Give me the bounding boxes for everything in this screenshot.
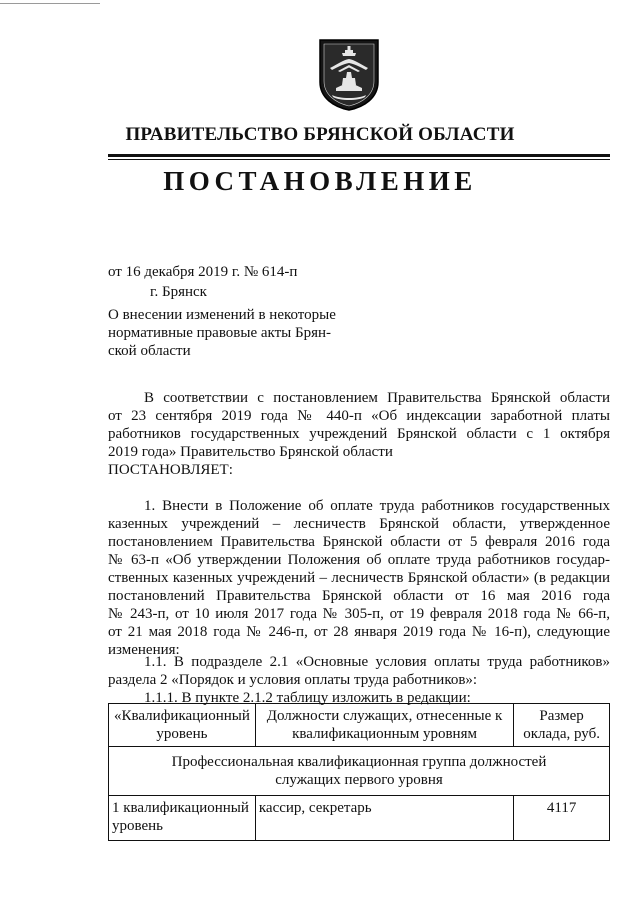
text-line: 2019 года» Правительство Брянской области [108, 444, 393, 460]
bryansk-coat-of-arms-icon [318, 38, 380, 112]
text-line: постановлением Правительства Брянской области от 5 февраля 2016 года [108, 534, 610, 550]
header-cell-positions: Должности служащих, отнесенные к квалификационным уровням [255, 704, 513, 747]
text-line: № 243-п, от 10 июля 2017 года № 305-п, от 19 февраля 2018 года № 66-п, [108, 606, 610, 622]
text-line: работников государственных учреждений Брянской области с 1 октября [108, 426, 610, 442]
subject-line: ской области [108, 343, 191, 359]
text-line: 1.1. В подразделе 2.1 «Основные условия оплаты труда работников» [144, 654, 610, 670]
text-line: 1. Внести в Положение об оплате труда работников государственных [144, 498, 610, 514]
table-row [109, 796, 610, 841]
table-group-row [109, 747, 610, 796]
item-1-paragraph [108, 497, 610, 659]
text-line: ственных казенных учреждений – лесничеств Брянской области» (в редакции [108, 570, 610, 586]
document-type-title: ПОСТАНОВЛЕНИЕ [163, 166, 477, 196]
text-line: изменения: [108, 642, 180, 658]
city-line: г. Брянск [150, 284, 207, 300]
group-title-cell: Профессиональная квалификационная группа должностей служащих первого уровня [109, 747, 610, 796]
header-cell-level: «Квалификационный уровень [109, 704, 256, 747]
subject-line: О внесении изменений в некоторые [108, 307, 336, 323]
date-number-line: от 16 декабря 2019 г. № 614-п [108, 264, 298, 280]
salary-table [108, 703, 610, 841]
preamble-paragraph [108, 389, 610, 479]
text-line: постановлений Правительства Брянской области от 16 мая 2016 года [108, 588, 610, 604]
level-cell: 1 квалификационный уровень [109, 796, 256, 841]
positions-cell: кассир, секретарь [255, 796, 513, 841]
text-line: В соответствии с постановлением Правительства Брянской области [144, 390, 610, 406]
text-line: 1.1.1. В пункте 2.1.2 таблицу изложить в редакции: [144, 690, 471, 706]
table-header-row [109, 704, 610, 747]
government-title: ПРАВИТЕЛЬСТВО БРЯНСКОЙ ОБЛАСТИ [125, 124, 515, 145]
header-cell-salary: Размер оклада, руб. [514, 704, 610, 747]
header-divider-thin [108, 159, 610, 160]
text-line: от 23 сентября 2019 года № 440-п «Об индексации заработной платы [108, 408, 610, 424]
document-subject [108, 306, 348, 360]
subject-line: нормативные правовые акты Брян- [108, 325, 332, 341]
salary-cell: 4117 [514, 796, 610, 841]
text-line: от 21 мая 2018 года № 246-п, от 28 января 2019 года № 16-п), следующие [108, 624, 610, 640]
decree-word: ПОСТАНОВЛЯЕТ: [108, 462, 233, 478]
text-line: раздела 2 «Порядок и условия оплаты труда работников»: [108, 672, 478, 688]
scan-edge-line [0, 3, 100, 4]
item-1-1-paragraph [108, 653, 610, 707]
text-line: № 63-п «Об утверждении Положения об оплате труда работников государ- [108, 552, 610, 568]
text-line: казенных учреждений – лесничеств Брянской области, утвержденное [108, 516, 610, 532]
header-divider-thick [108, 154, 610, 157]
